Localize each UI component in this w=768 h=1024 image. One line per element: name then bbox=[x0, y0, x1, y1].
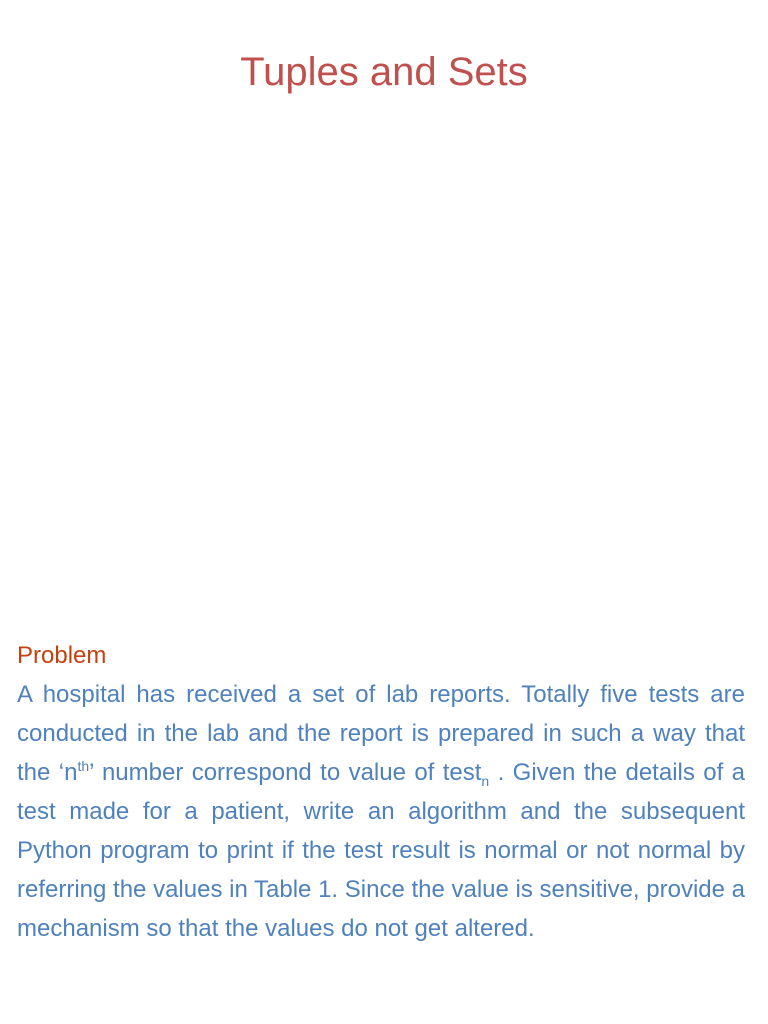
superscript-th: th bbox=[77, 758, 90, 774]
problem-body-text-1: A hospital has received a set of lab reports. Totally five tests are conducted in the lab and the report is prepared in such a way that the ‘n bbox=[17, 681, 745, 786]
subscript-n: n bbox=[481, 772, 490, 789]
problem-section bbox=[17, 636, 745, 948]
problem-body-text-3: . Given the details of a test made for a patient, write an algorithm and the subsequent Python program to print if the test result is normal or not normal by referring the values in Table 1. Since the value is sensitive, provide a mechanism so that the values do not get altered. bbox=[17, 759, 745, 942]
problem-body-text-2: ’ number correspond to value of test bbox=[89, 759, 482, 786]
problem-body bbox=[17, 675, 745, 948]
problem-heading: Problem bbox=[17, 642, 107, 669]
slide-title: Tuples and Sets bbox=[240, 50, 528, 94]
